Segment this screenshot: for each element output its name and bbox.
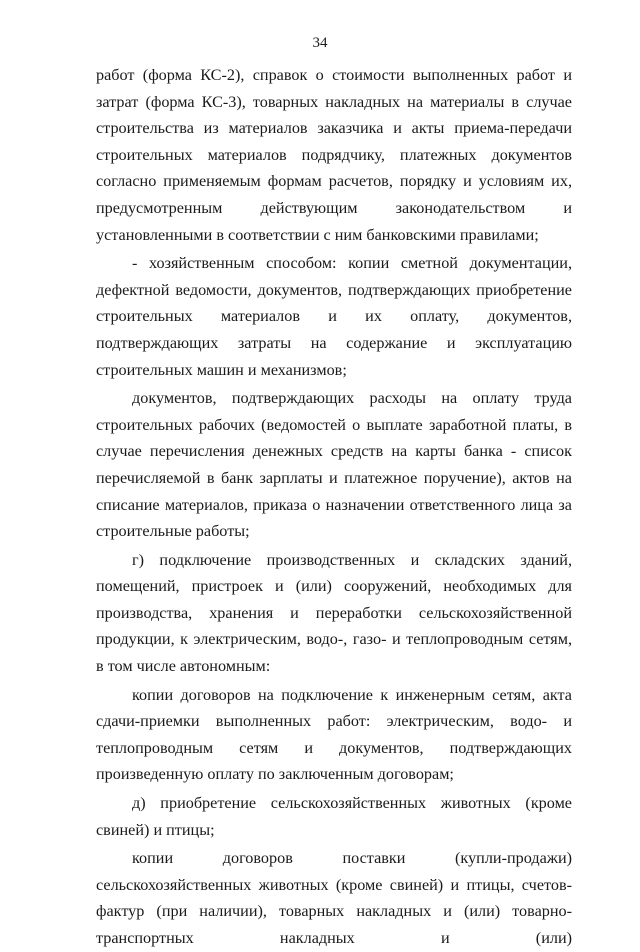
- document-body: [96, 62, 572, 952]
- paragraph-contract-docs: работ (форма КС-2), справок о стоимости выполненных работ и затрат (форма КС-3), товарных накладных на материалы в случае строительства из материалов заказчика и акты приема-передачи строительных материалов подрядчику, платежных документов согласно применяемым формам расчетов, порядку и условиям их, предусмотренным действующим законодательством и установленными в соответствии с ним банковскими правилами;: [96, 66, 572, 244]
- paragraph-supply-contracts: копии договоров поставки (купли-продажи) сельскохозяйственных животных (кроме свиней) и птицы, счетов-фактур (при наличии), товарных накладных и (или) товарно-транспортных накладных и (или): [96, 849, 572, 947]
- page-number: 34: [312, 35, 328, 51]
- paragraph-utility-connection: г) подключение производственных и складских зданий, помещений, пристроек и (или) сооружений, необходимых для производства, хранения и переработки сельскохозяйственной продукции, к электрическим, водо-, газо- и теплопроводным сетям, в том числе автономным:: [96, 550, 572, 676]
- paragraph-connection-contracts: копии договоров на подключение к инженерным сетям, акта сдачи-приемки выполненных работ: электрическим, водо- и теплопроводным сетям и документов, подтверждающих произведенную оплату по заключенным договорам;: [96, 685, 572, 784]
- paragraph-labor-costs: документов, подтверждающих расходы на оплату труда строительных рабочих (ведомостей о выплате заработной платы, в случае перечисления денежных средств на карты банка - список перечисляемой в банк зарплаты и платежное поручение), актов на списание материалов, приказа о назначении ответственного лица за строительные работы;: [96, 389, 572, 541]
- paragraph-household-method: - хозяйственным способом: копии сметной документации, дефектной ведомости, документов, подтверждающих приобретение строительных материалов и их оплату, документов, подтверждающих затраты на содержание и эксплуатацию строительных машин и механизмов;: [96, 254, 572, 379]
- paragraph-animal-purchase: д) приобретение сельскохозяйственных животных (кроме свиней) и птицы;: [96, 794, 572, 839]
